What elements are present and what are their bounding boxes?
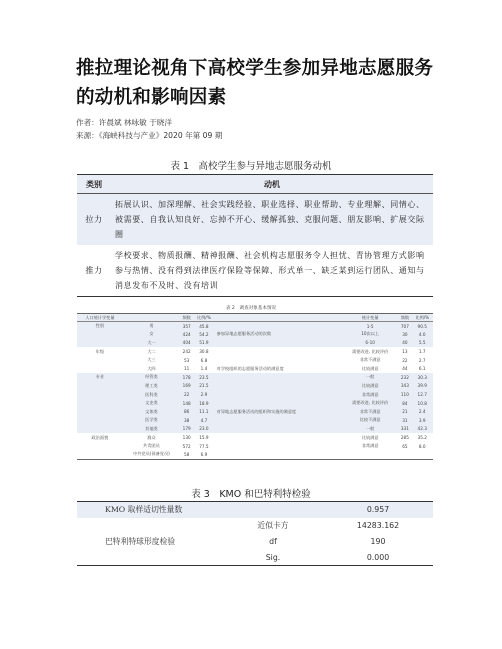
table-cell [215,433,342,442]
table-cell: 178 [180,373,193,382]
table-cell [215,347,342,356]
table-cell [77,416,123,425]
table-cell: 31 [398,416,411,425]
table-row [77,322,433,331]
table-cell: 148 [180,399,193,408]
table-cell: 中共党员(预备党员) [133,451,170,457]
table-row [77,450,433,459]
category-cell: 推力 [85,266,103,275]
table-cell: 6.9 [200,451,208,457]
table-cell: 8.0 [418,443,426,449]
table-cell: 6.8 [200,357,208,363]
table2-caption: 表 2 调查对象基本情况 [225,306,277,311]
table-cell: 38 [180,416,193,425]
table-cell: 45.8 [193,322,214,331]
table-cell: 非常不满意 [342,407,398,416]
table-cell: 331 [398,425,411,434]
table-row [77,390,433,399]
stat-label: 近似卡方 [257,521,289,530]
table-cell: 22 [180,390,193,399]
table-cell [77,339,123,348]
table3-caption: 表 3 KMO 和巴特利特检验 [191,489,311,500]
motivation-table [77,174,433,297]
motive-cell: 学校要求、物质报酬、精神报酬、社会机构志愿服务令人担忧、青协管理方式影响参与热情、没有得到法律医疗保险等保障、形式单一、缺乏某到运行团队、通知与消息发布不及时、没有培训 [115,251,425,290]
table-cell: 需要改进, 比较评价 [352,348,389,354]
table-row [77,382,433,391]
respondent-table [77,313,433,460]
table-cell: 65 [402,443,408,449]
table-cell: 86 [180,407,193,416]
table-cell: 424 [180,330,193,339]
stat-label: Sig. [265,552,281,562]
table-cell: 84 [398,399,411,408]
stat-value: 190 [370,537,386,546]
table-row [77,330,433,339]
table-cell: 707 [398,322,411,331]
table-cell: 21 [398,407,411,416]
stat-value: 0.000 [366,552,390,562]
table-cell: 404 [180,339,193,348]
table2-header: 频数 [398,314,411,322]
table-cell: 6-10 [342,339,398,348]
table-cell: 性别 [77,322,123,331]
article-authors: 作者：许晨斌 林咏敏 于晓洋 [76,118,172,127]
table-row [77,416,433,425]
table-cell: 35.2 [417,435,427,441]
table-cell: 共青团员 [143,443,160,449]
table-cell: 2.7 [418,357,426,363]
table-cell [215,450,342,459]
table-cell [215,390,342,399]
table-cell: 357 [180,322,193,331]
motive-cell: 拓展认识、加深理解、社会实践经验、职业选择、职业帮助、专业理解、同情心、被需要、自我认知良好、忘掉不开心、缓解孤独、克服问题、朋友影响、扩展交际圈 [111,194,433,246]
table-row [77,364,433,373]
table-row [77,550,433,566]
table-cell: 1-5 [342,322,398,331]
table-cell: 18.9 [193,399,214,408]
table-cell [215,416,342,425]
table-cell [342,450,398,459]
table-cell [77,382,123,391]
table-cell: 4.7 [193,416,214,425]
table-cell: 经管类 [123,373,180,382]
table-row [77,433,433,442]
table-cell [215,382,342,391]
test-label [77,550,223,566]
table-cell: 1.7 [418,349,426,355]
table-cell [77,364,123,373]
table-cell: 比较满意 [361,365,379,371]
table-cell: 572 [182,443,191,449]
table-cell: 医科类 [123,390,180,399]
table-cell [77,407,123,416]
table-cell: 10次以上 [342,330,398,339]
table2-header: 统计变量 [342,314,398,322]
table-row [77,407,433,416]
table-cell: 大一 [123,339,180,348]
table-cell: 2.4 [411,407,433,416]
table-cell [215,339,342,348]
table-row [77,356,433,365]
header-category: 类别 [77,175,111,194]
table-cell [77,356,123,365]
table-cell: 非常满意 [361,443,379,449]
table-cell: 285 [400,435,409,441]
table-cell [77,425,123,434]
table2-header: 频数 [180,314,193,322]
table-cell: 10.8 [411,399,433,408]
table-cell [215,425,342,434]
table-cell: 13 [402,349,408,355]
table-cell: 343 [398,382,411,391]
table-cell: 医学类 [123,416,180,425]
table-cell: 文史类 [123,399,180,408]
table-cell: 政治面貌 [91,434,109,440]
table-row [77,534,433,550]
table-cell: 需要改进, 比较评价 [342,399,398,408]
table2-header [123,314,180,322]
stat-value: 0.957 [323,502,433,518]
table-cell [77,330,123,339]
table-cell: 2.9 [193,390,214,399]
table-cell: 30 [398,330,411,339]
table-cell: 对学校组织的志愿服务活动的满意度 [216,365,284,371]
table-cell: 1.4 [200,366,208,372]
table-cell [77,399,123,408]
category-cell: 拉力 [77,194,111,246]
table-row [77,399,433,408]
table-cell: 42.3 [411,425,433,434]
table-cell: 年级 [95,348,105,354]
table-cell: 一般 [342,425,398,434]
table-cell: 23.0 [193,425,214,434]
table-cell: 11 [183,366,190,372]
test-label: KMO 取样适切性量数 [77,502,223,518]
table-cell [77,442,123,451]
table-cell [215,322,342,331]
table-cell: 男 [123,322,180,331]
table-cell: 大三 [147,357,156,363]
table-cell: 54.2 [193,330,214,339]
table-cell: 232 [398,373,411,382]
table-cell: 15.9 [199,435,209,441]
table-cell: 77.5 [199,443,209,449]
table-cell: 对异地志愿服务活动的组织和实施的满意度 [215,407,342,416]
table-cell: 比较满意 [342,382,398,391]
table-cell: 非常不满意 [359,357,381,363]
table-cell: 110 [398,390,411,399]
table-row [77,245,433,297]
table-row [77,339,433,348]
table-cell: 12.7 [411,390,433,399]
table-cell [411,450,433,459]
table-cell: 大四 [147,365,156,371]
article-title: 推拉理论视角下高校学生参加异地志愿服务的动机和影响因素 [76,58,434,108]
table-cell: 参加异地志愿服务活动的次数 [215,330,342,339]
table-cell: 58 [183,451,190,457]
table-cell: 22 [402,357,408,363]
table-row [77,194,433,246]
table-row [77,347,433,356]
table-cell: 51.9 [193,339,214,348]
table-cell: 女 [123,330,180,339]
table2-header [215,314,342,322]
table-cell: 5.5 [411,339,433,348]
table-cell: 11.1 [193,407,214,416]
table-cell: 21.5 [193,382,214,391]
table-cell [215,442,342,451]
article-source: 来源：《海峡科技与产业》2020 年第 09 期 [76,131,223,140]
table-cell: 30.8 [199,349,209,355]
table-cell [215,399,342,408]
table-cell: 文体类 [123,407,180,416]
table-cell: 30.3 [411,373,433,382]
table-cell: 其他类 [123,425,180,434]
table-cell: 3.9 [411,416,433,425]
table-cell [77,450,123,459]
table-cell [215,356,342,365]
table-cell: 非常满意 [342,390,398,399]
table1-caption: 表 1 高校学生参与异地志愿服务动机 [170,161,332,172]
kmo-table [77,501,433,566]
table-cell: 130 [182,435,191,441]
table-cell: 53 [183,357,190,363]
table-cell: 比较不满意 [342,416,398,425]
table-cell: 242 [182,349,191,355]
table-cell [215,373,342,382]
test-label: 巴特利特球形度检验 [105,537,176,546]
stat-value: 14283.162 [356,521,400,530]
table-cell: 6.1 [418,366,426,372]
table-cell: 40 [398,339,411,348]
table-cell: 90.5 [411,322,433,331]
table-row [77,442,433,451]
table-cell: 44 [402,366,408,372]
table-cell: 23.5 [193,373,214,382]
stat-label [223,502,323,518]
table-row [77,373,433,382]
table-cell: 群众 [147,434,156,440]
table-cell: 比较满意 [361,434,379,440]
stat-label: df [269,537,277,546]
table-cell: 4.0 [411,330,433,339]
table2-header: 人口统计学变量 [77,314,123,322]
table-row [77,518,433,534]
table-row [77,425,433,434]
table2-header: 比例/% [411,314,433,322]
table-cell: 39.9 [411,382,433,391]
table-row [77,502,433,518]
test-label [77,518,223,534]
table2-header: 比例/% [193,314,214,322]
table-cell: 一般 [342,373,398,382]
header-motive: 动机 [111,175,433,194]
table-cell: 理工类 [123,382,180,391]
table-cell [398,450,411,459]
table-cell: 179 [180,425,193,434]
table-cell: 专业 [77,373,123,382]
table-cell: 169 [180,382,193,391]
table-cell: 大二 [147,348,156,354]
table-cell [77,390,123,399]
